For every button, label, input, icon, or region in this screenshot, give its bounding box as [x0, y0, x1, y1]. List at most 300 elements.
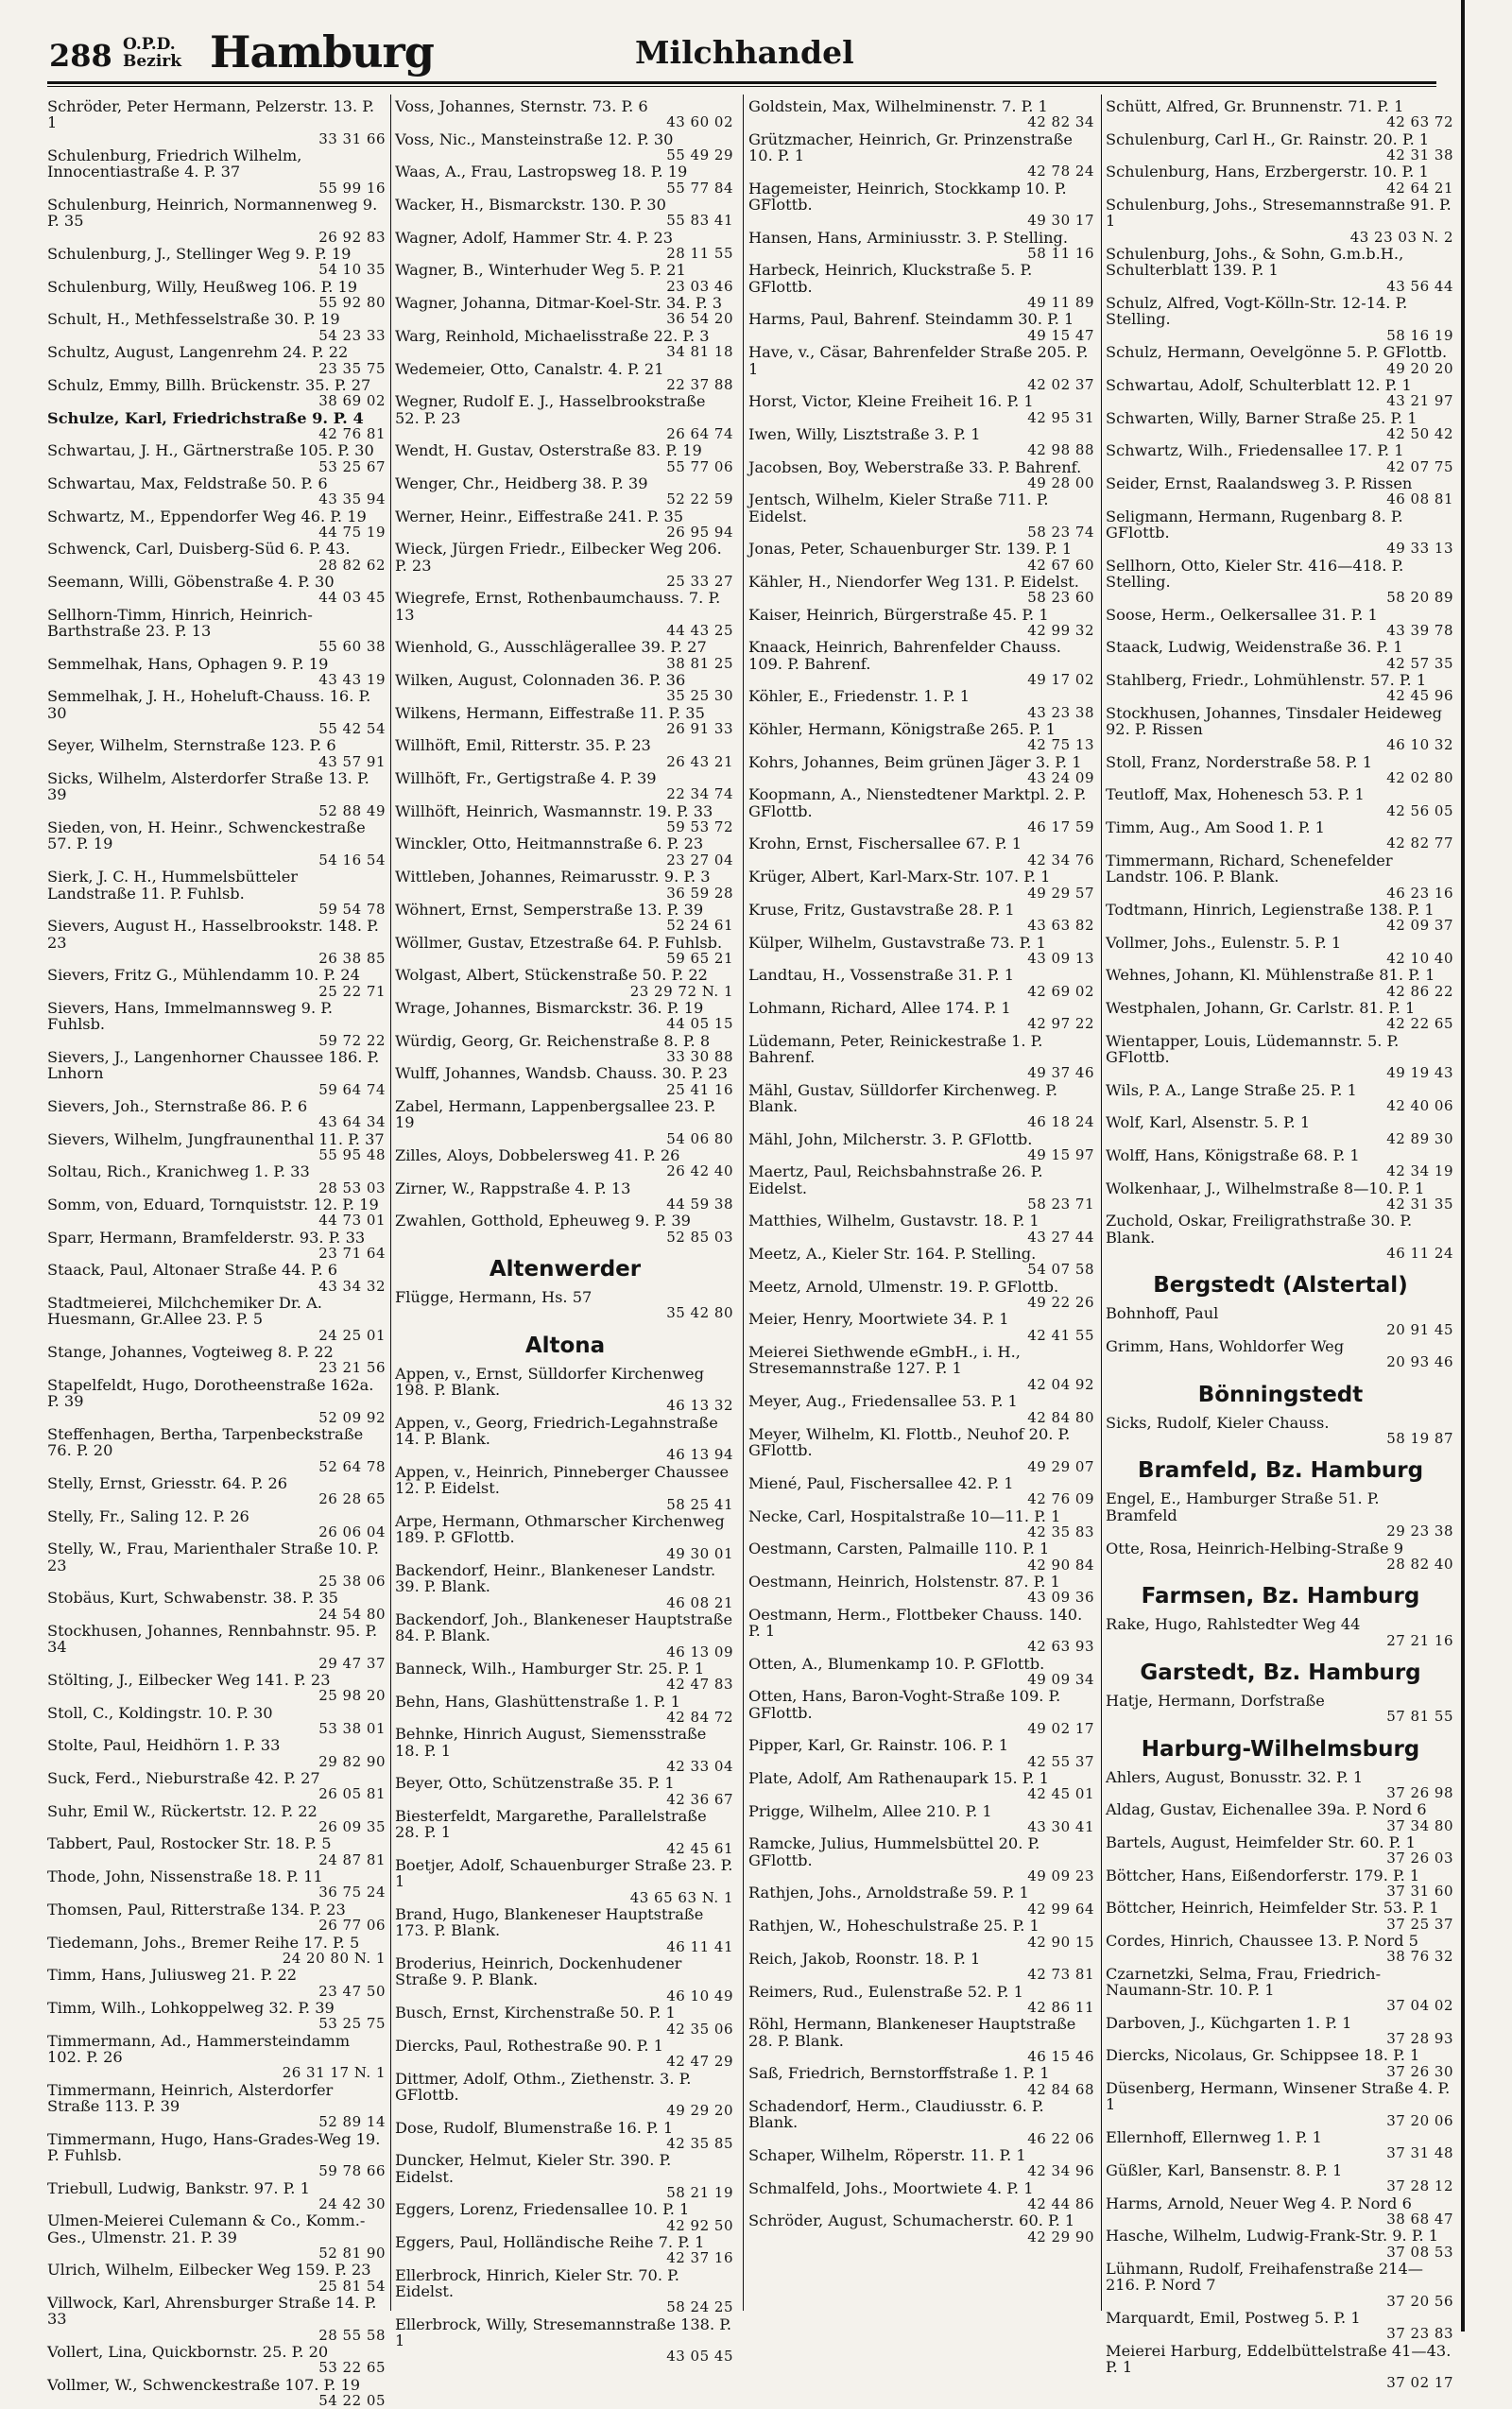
listing-entry — [47, 1705, 387, 1738]
entry-name-address: Sievers, Hans, Immelmannsweg 9. P. Fuhlsb. — [47, 998, 333, 1034]
entry-name-address: Arpe, Hermann, Othmarscher Kirchenweg 189. P. GFlottb. — [395, 1511, 725, 1547]
entry-name-address: Röhl, Hermann, Blankeneser Hauptstraße 28. P. Blank. — [748, 2015, 1076, 2050]
entry-phone-number: 43 24 09 — [1027, 769, 1094, 787]
entry-phone-number: 55 49 29 — [666, 146, 733, 164]
entry-name-address: Willhöft, Emil, Ritterstr. 35. P. 23 — [395, 736, 651, 755]
entry-phone-number: 52 09 92 — [318, 1408, 386, 1426]
entry-phone-number: 37 23 83 — [1386, 2325, 1453, 2343]
entry-name-address: Wagner, Johanna, Ditmar-Koel-Str. 34. P. 3 — [395, 294, 723, 313]
listing-entry — [47, 1295, 387, 1344]
locality-heading: Bergstedt (Alstertal) — [1153, 1273, 1408, 1299]
entry-phone-number: 23 03 46 — [666, 277, 733, 295]
listing-entry — [1106, 852, 1455, 902]
entry-name-address: Saß, Friedrich, Bernstorffstraße 1. P. 1 — [748, 2064, 1050, 2083]
entry-phone-number: 59 54 78 — [318, 900, 386, 918]
listing-entry — [748, 1000, 1096, 1033]
entry-name-address: Ahlers, August, Bonusstr. 32. P. 1 — [1106, 1767, 1364, 1786]
listing-entry — [395, 1775, 735, 1808]
entry-name-address: Schulz, Hermann, Oevelgönne 5. P. GFlottb. — [1106, 343, 1448, 362]
entry-name-address: Wulff, Johannes, Wandsb. Chauss. 30. P. 23 — [395, 1064, 728, 1083]
locality-heading: Harburg-Wilhelmsburg — [1141, 1736, 1420, 1762]
listing-entry — [395, 1065, 735, 1098]
listing-entry — [748, 1884, 1096, 1918]
listing-entry — [47, 1196, 387, 1230]
listing-entry — [748, 1475, 1096, 1508]
entry-name-address: Banneck, Wilh., Hamburger Str. 25. P. 1 — [395, 1659, 705, 1678]
listing-entry — [395, 541, 735, 590]
entry-phone-number: 42 07 75 — [1386, 457, 1453, 475]
entry-phone-number: 49 15 47 — [1027, 326, 1094, 344]
entry-name-address: Ellerbrock, Hinrich, Kieler Str. 70. P. Eidelst. — [395, 2265, 679, 2300]
entry-phone-number: 53 25 75 — [318, 2015, 386, 2033]
listing-entry — [1106, 819, 1455, 852]
listing-entry — [395, 2234, 735, 2267]
listing-entry — [395, 475, 735, 508]
entry-name-address: Todtmann, Hinrich, Legienstraße 138. P. 1 — [1106, 900, 1435, 919]
listing-entry — [1106, 344, 1455, 377]
listing-entry — [1106, 639, 1455, 672]
listing-entry — [748, 1033, 1096, 1082]
entry-name-address: Pipper, Karl, Gr. Rainstr. 106. P. 1 — [748, 1736, 1009, 1755]
locality-heading: Altenwerder — [489, 1257, 642, 1282]
listing-entry — [1106, 1540, 1455, 1574]
entry-name-address: Köhler, Hermann, Königstraße 265. P. 1 — [748, 720, 1056, 739]
entry-name-address: Schulenburg, Johs., Stresemannstraße 91. P. 1 — [1106, 196, 1452, 231]
entry-name-address: Meetz, A., Kieler Str. 164. P. Stelling. — [748, 1245, 1037, 1264]
entry-phone-number: 43 34 32 — [318, 1277, 386, 1295]
entry-name-address: Mähl, John, Milcherstr. 3. P. GFlottb. — [748, 1129, 1033, 1148]
entry-phone-number: 37 20 56 — [1386, 2292, 1453, 2310]
listing-entry — [395, 705, 735, 738]
entry-name-address: Stockhusen, Johannes, Rennbahnstr. 95. P. 34 — [47, 1621, 378, 1657]
listing-entry — [748, 1426, 1096, 1475]
column-divider — [743, 95, 744, 2311]
listing-entry — [395, 590, 735, 639]
listing-entry — [748, 1607, 1096, 1656]
entry-name-address: Plate, Adolf, Am Rathenaupark 15. P. 1 — [748, 1769, 1049, 1788]
listing-entry — [1106, 131, 1455, 164]
entry-phone-number: 42 69 02 — [1027, 982, 1094, 1000]
entry-phone-number: 55 60 38 — [318, 638, 386, 656]
entry-phone-number: 46 08 21 — [666, 1593, 733, 1611]
opd-line-1: O.P.D. — [123, 35, 176, 54]
entry-phone-number: 46 08 81 — [1386, 490, 1453, 508]
listing-entry — [1106, 558, 1455, 607]
listing-entry — [395, 2316, 735, 2366]
listing-entry — [1106, 967, 1455, 1000]
listing-entry — [395, 639, 735, 672]
entry-phone-number: 26 43 21 — [666, 752, 733, 770]
listing-entry — [1106, 163, 1455, 197]
entry-phone-number: 55 92 80 — [318, 294, 386, 312]
entry-phone-number: 58 23 74 — [1027, 523, 1094, 541]
listing-entry — [748, 2212, 1096, 2246]
entry-name-address: Stange, Johannes, Vogteiweg 8. P. 22 — [47, 1343, 334, 1362]
entry-name-address: Sellhorn-Timm, Hinrich, Heinrich-Barthstraße 23. P. 13 — [47, 605, 313, 640]
listing-entry — [748, 98, 1096, 131]
entry-phone-number: 25 81 54 — [318, 2277, 386, 2295]
entry-phone-number: 37 26 30 — [1386, 2062, 1453, 2080]
entry-name-address: Wittleben, Johannes, Reimarusstr. 9. P. 3 — [395, 868, 711, 886]
entry-phone-number: 43 05 45 — [666, 2348, 733, 2366]
entry-name-address: Ellerbrock, Willy, Stresemannstraße 138. P. 1 — [395, 2314, 732, 2350]
entry-phone-number: 42 84 80 — [1027, 1408, 1094, 1426]
listing-entry — [1106, 786, 1455, 819]
entry-phone-number: 42 45 61 — [666, 1839, 733, 1857]
listing-entry — [47, 2377, 387, 2409]
entry-name-address: Wieck, Jürgen Friedr., Eilbecker Weg 206. P. 23 — [395, 540, 722, 575]
entry-name-address: Wolkenhaar, J., Wilhelmstraße 8—10. P. 1 — [1106, 1179, 1425, 1197]
entry-phone-number: 42 64 21 — [1386, 179, 1453, 197]
entry-phone-number: 38 81 25 — [666, 654, 733, 672]
entry-phone-number: 52 24 61 — [666, 917, 733, 935]
entry-phone-number: 49 30 01 — [666, 1544, 733, 1562]
listing-entry — [748, 1770, 1096, 1803]
entry-name-address: Goldstein, Max, Wilhelminenstr. 7. P. 1 — [748, 97, 1048, 115]
entry-phone-number: 42 67 60 — [1027, 556, 1094, 574]
entry-phone-number: 26 28 65 — [318, 1490, 386, 1508]
entry-phone-number: 53 38 01 — [318, 1720, 386, 1738]
entry-phone-number: 42 90 15 — [1027, 1933, 1094, 1951]
listing-entry — [1106, 1616, 1455, 1649]
listing-entry — [1106, 1490, 1455, 1540]
entry-name-address: Czarnetzki, Selma, Frau, Friedrich-Naumann-Str. 10. P. 1 — [1106, 1964, 1382, 2000]
entry-name-address: Wientapper, Louis, Lüdemannstr. 5. P. GFlottb. — [1106, 1031, 1400, 1066]
entry-name-address: Eggers, Lorenz, Friedensallee 10. P. 1 — [395, 2200, 690, 2219]
entry-phone-number: 55 95 48 — [318, 1146, 386, 1163]
entry-phone-number: 43 39 78 — [1386, 622, 1453, 639]
entry-phone-number: 46 10 49 — [666, 1987, 733, 2005]
entry-name-address: Appen, v., Heinrich, Pinneberger Chaussee 12. P. Eidelst. — [395, 1462, 730, 1498]
listing-entry — [47, 508, 387, 542]
entry-phone-number: 37 31 60 — [1386, 1882, 1453, 1900]
entry-name-address: Wrage, Johannes, Bismarckstr. 36. P. 19 — [395, 998, 704, 1017]
listing-entry — [395, 2267, 735, 2316]
entry-name-address: Suck, Ferd., Nieburstraße 42. P. 27 — [47, 1769, 320, 1788]
entry-name-address: Seider, Ernst, Raalandsweg 3. P. Rissen — [1106, 473, 1413, 492]
listing-entry — [47, 279, 387, 312]
listing-entry — [47, 1508, 387, 1541]
entry-phone-number: 37 08 53 — [1386, 2243, 1453, 2261]
entry-name-address: Schwartau, Max, Feldstraße 50. P. 6 — [47, 473, 328, 492]
entry-name-address: Zabel, Hermann, Lappenbergsallee 23. P. 19 — [395, 1096, 716, 1132]
entry-phone-number: 42 92 50 — [666, 2216, 733, 2234]
entry-name-address: Schulenburg, J., Stellinger Weg 9. P. 19 — [47, 245, 352, 264]
entry-phone-number: 25 22 71 — [318, 982, 386, 1000]
entry-name-address: Sierk, J. C. H., Hummelsbütteler Landstraße 11. P. Fuhlsb. — [47, 868, 299, 903]
entry-phone-number: 42 35 06 — [666, 2020, 733, 2038]
entry-phone-number: 25 33 27 — [666, 572, 733, 590]
entry-phone-number: 42 86 22 — [1386, 982, 1453, 1000]
entry-phone-number: 28 53 03 — [318, 1179, 386, 1196]
listing-entry — [748, 1574, 1096, 1607]
entry-name-address: Backendorf, Joh., Blankeneser Hauptstraße 84. P. Blank. — [395, 1609, 733, 1645]
listing-entry — [47, 197, 387, 246]
listing-entry — [47, 1803, 387, 1836]
entry-name-address: Warg, Reinhold, Michaelisstraße 22. P. 3 — [395, 326, 710, 345]
listing-entry — [47, 607, 387, 656]
listing-entry — [47, 2082, 387, 2131]
entry-phone-number: 44 75 19 — [318, 523, 386, 541]
entry-phone-number: 43 65 63 N. 1 — [629, 1888, 733, 1906]
listing-entry — [748, 2098, 1096, 2147]
listing-entry — [395, 1955, 735, 2005]
listing-entry — [47, 1935, 387, 1968]
entry-name-address: Kruse, Fritz, Gustavstraße 28. P. 1 — [748, 900, 1015, 919]
entry-phone-number: 59 65 21 — [666, 949, 733, 967]
entry-phone-number: 26 92 83 — [318, 228, 386, 246]
entry-phone-number: 26 09 35 — [318, 1818, 386, 1836]
listing-entry — [395, 803, 735, 836]
listing-entry — [1106, 1769, 1455, 1802]
listing-entry — [395, 1726, 735, 1775]
listing-entry — [47, 2212, 387, 2262]
entry-phone-number: 49 09 34 — [1027, 1671, 1094, 1688]
entry-phone-number: 46 13 32 — [666, 1397, 733, 1415]
entry-phone-number: 52 89 14 — [318, 2113, 386, 2131]
entry-name-address: Schwartau, Adolf, Schulterblatt 12. P. 1 — [1106, 375, 1412, 394]
entry-phone-number: 49 29 57 — [1027, 884, 1094, 902]
entry-name-address: Külper, Wilhelm, Gustavstraße 73. P. 1 — [748, 933, 1046, 952]
listing-entry — [748, 262, 1096, 311]
listing-entry — [1106, 1415, 1455, 1448]
listing-entry — [47, 1737, 387, 1770]
listing-entry — [748, 639, 1096, 688]
entry-phone-number: 28 55 58 — [318, 2326, 386, 2344]
listing-entry — [395, 442, 735, 475]
header-rule — [47, 81, 1436, 87]
entry-phone-number: 24 87 81 — [318, 1850, 386, 1868]
listing-entry — [748, 1803, 1096, 1836]
listing-entry — [395, 262, 735, 295]
listing-entry — [395, 361, 735, 394]
entry-name-address: Stapelfeldt, Hugo, Dorotheenstraße 162a. P. 39 — [47, 1375, 374, 1411]
entry-phone-number: 37 25 37 — [1386, 1915, 1453, 1933]
listing-column-3 — [748, 98, 1096, 2310]
entry-phone-number: 42 04 92 — [1027, 1375, 1094, 1393]
entry-phone-number: 42 10 40 — [1386, 949, 1453, 967]
entry-phone-number: 28 82 62 — [318, 556, 386, 574]
listing-entry — [748, 1082, 1096, 1131]
entry-name-address: Darboven, J., Küchgarten 1. P. 1 — [1106, 2013, 1352, 2032]
listing-entry — [1106, 1180, 1455, 1213]
entry-phone-number: 53 22 65 — [318, 2359, 386, 2377]
entry-phone-number: 36 59 28 — [666, 884, 733, 902]
entry-phone-number: 42 34 96 — [1027, 2162, 1094, 2180]
entry-name-address: Schadendorf, Herm., Claudiusstr. 6. P. Blank. — [748, 2096, 1044, 2132]
listing-entry — [1106, 246, 1455, 295]
entry-phone-number: 26 95 94 — [666, 523, 733, 541]
listing-entry — [47, 377, 387, 410]
listing-entry — [1106, 1966, 1455, 2015]
entry-name-address: Jentsch, Wilhelm, Kieler Straße 711. P. Eidelst. — [748, 490, 1049, 525]
entry-name-address: Willhöft, Heinrich, Wasmannstr. 19. P. 33 — [395, 801, 713, 820]
entry-phone-number: 43 27 44 — [1027, 1228, 1094, 1246]
entry-phone-number: 42 75 13 — [1027, 736, 1094, 754]
entry-phone-number: 25 38 06 — [318, 1572, 386, 1590]
listing-entry — [1106, 1082, 1455, 1115]
entry-name-address: Stadtmeierei, Milchchemiker Dr. A. Huesmann, Gr.Allee 23. P. 5 — [47, 1294, 322, 1329]
entry-phone-number: 42 95 31 — [1027, 408, 1094, 426]
listing-entry — [748, 1131, 1096, 1164]
listing-entry — [748, 426, 1096, 459]
entry-name-address: Voss, Nic., Mansteinstraße 12. P. 30 — [395, 129, 674, 148]
listing-entry — [395, 98, 735, 131]
listing-entry — [748, 1656, 1096, 1689]
entry-name-address: Soose, Herm., Oelkersallee 31. P. 1 — [1106, 605, 1378, 624]
entry-name-address: Sparr, Hermann, Bramfelderstr. 93. P. 33 — [47, 1228, 366, 1247]
entry-phone-number: 34 81 18 — [666, 343, 733, 361]
entry-phone-number: 22 37 88 — [666, 375, 733, 393]
listing-entry — [47, 2000, 387, 2033]
listing-entry — [1106, 1213, 1455, 1262]
entry-phone-number: 43 43 19 — [318, 671, 386, 689]
entry-phone-number: 42 82 77 — [1386, 835, 1453, 852]
entry-name-address: Rathjen, Johs., Arnoldstraße 59. P. 1 — [748, 1884, 1029, 1902]
listing-entry — [395, 1808, 735, 1857]
entry-name-address: Harbeck, Heinrich, Kluckstraße 5. P. GFlottb. — [748, 261, 1033, 296]
entry-phone-number: 27 21 16 — [1386, 1631, 1453, 1649]
entry-phone-number: 43 30 41 — [1027, 1818, 1094, 1836]
entry-name-address: Wagner, B., Winterhuder Weg 5. P. 21 — [395, 261, 686, 280]
listing-entry — [395, 328, 735, 361]
entry-name-address: Willhöft, Fr., Gertigstraße 4. P. 39 — [395, 769, 657, 788]
entry-phone-number: 26 77 06 — [318, 1917, 386, 1935]
entry-phone-number: 42 41 55 — [1027, 1326, 1094, 1344]
entry-name-address: Eggers, Paul, Holländische Reihe 7. P. 1 — [395, 2232, 705, 2251]
entry-name-address: Schwartau, J. H., Gärtnerstraße 105. P. 30 — [47, 441, 374, 460]
listing-entry — [47, 1540, 387, 1590]
listing-entry — [1106, 2047, 1455, 2080]
listing-entry — [748, 1508, 1096, 1541]
listing-entry — [395, 2005, 735, 2038]
entry-name-address: Somm, von, Eduard, Tornquiststr. 12. P. 19 — [47, 1196, 379, 1214]
entry-phone-number: 26 64 74 — [666, 424, 733, 442]
listing-entry — [748, 574, 1096, 607]
entry-phone-number: 58 25 41 — [666, 1495, 733, 1513]
entry-name-address: Suhr, Emil W., Rückertstr. 12. P. 22 — [47, 1801, 318, 1820]
listing-entry — [47, 869, 387, 918]
entry-phone-number: 43 21 97 — [1386, 392, 1453, 410]
entry-phone-number: 49 28 00 — [1027, 473, 1094, 491]
listing-entry — [47, 1344, 387, 1377]
entry-name-address: Behn, Hans, Glashüttenstraße 1. P. 1 — [395, 1692, 680, 1711]
entry-phone-number: 55 77 06 — [666, 457, 733, 475]
entry-name-address: Böttcher, Hans, Eißendorferstr. 179. P. 1 — [1106, 1866, 1420, 1884]
entry-name-address: Timm, Aug., Am Sood 1. P. 1 — [1106, 818, 1325, 837]
listing-entry — [1106, 98, 1455, 131]
entry-name-address: Sicks, Wilhelm, Alsterdorfer Straße 13. P. 39 — [47, 769, 369, 804]
entry-phone-number: 46 11 24 — [1386, 1245, 1453, 1263]
listing-entry — [47, 1835, 387, 1868]
entry-phone-number: 29 82 90 — [318, 1752, 386, 1770]
listing-entry — [47, 1230, 387, 1263]
listing-entry — [1106, 1867, 1455, 1901]
entry-phone-number: 23 29 72 N. 1 — [629, 982, 733, 1000]
entry-name-address: Wacker, H., Bismarckstr. 130. P. 30 — [395, 196, 666, 215]
listing-entry — [395, 1033, 735, 1066]
entry-name-address: Soltau, Rich., Kranichweg 1. P. 33 — [47, 1162, 310, 1181]
listing-entry — [47, 1377, 387, 1426]
entry-phone-number: 52 88 49 — [318, 801, 386, 819]
entry-name-address: Schulenburg, Friedrich Wilhelm, Innocentiastraße 4. P. 37 — [47, 146, 302, 181]
entry-phone-number: 58 20 89 — [1386, 589, 1453, 607]
entry-name-address: Sievers, Joh., Sternstraße 86. P. 6 — [47, 1096, 308, 1115]
entry-phone-number: 46 15 46 — [1027, 2047, 1094, 2065]
entry-phone-number: 42 99 64 — [1027, 1900, 1094, 1918]
listing-entry — [748, 1246, 1096, 1279]
listing-entry — [47, 819, 387, 869]
entry-phone-number: 49 15 97 — [1027, 1146, 1094, 1163]
entry-phone-number: 55 99 16 — [318, 179, 386, 197]
listing-entry — [395, 869, 735, 902]
entry-name-address: Brand, Hugo, Blankeneser Hauptstraße 173. P. Blank. — [395, 1905, 704, 1940]
listing-entry — [47, 2131, 387, 2180]
listing-entry — [395, 967, 735, 1000]
listing-entry — [748, 2147, 1096, 2180]
entry-name-address: Engel, E., Hamburger Straße 51. P. Bramfeld — [1106, 1489, 1380, 1524]
entry-name-address: Stölting, J., Eilbecker Weg 141. P. 23 — [47, 1671, 331, 1689]
entry-phone-number: 42 63 93 — [1027, 1638, 1094, 1656]
listing-entry — [395, 1180, 735, 1213]
entry-phone-number: 42 36 67 — [666, 1790, 733, 1808]
entry-name-address: Lühmann, Rudolf, Freihafenstraße 214—216. P. Nord 7 — [1106, 2259, 1423, 2295]
entry-name-address: Seligmann, Hermann, Rugenbarg 8. P. GFlottb. — [1106, 507, 1403, 542]
listing-entry — [47, 967, 387, 1000]
entry-phone-number: 42 86 11 — [1027, 1998, 1094, 2016]
entry-phone-number: 38 68 47 — [1386, 2210, 1453, 2228]
entry-name-address: Steffenhagen, Bertha, Tarpenbeckstraße 76. P. 20 — [47, 1424, 364, 1460]
page-edge — [1461, 0, 1465, 2332]
listing-entry — [47, 442, 387, 475]
listing-entry — [47, 1475, 387, 1508]
entry-phone-number: 24 25 01 — [318, 1326, 386, 1344]
entry-name-address: Winckler, Otto, Heitmannstraße 6. P. 23 — [395, 835, 704, 853]
entry-phone-number: 35 25 30 — [666, 687, 733, 705]
listing-entry — [395, 737, 735, 770]
entry-phone-number: 46 23 16 — [1386, 884, 1453, 902]
listing-entry — [395, 1366, 735, 1415]
entry-phone-number: 49 22 26 — [1027, 1294, 1094, 1312]
listing-column-4 — [1106, 97, 1455, 2392]
listing-entry — [1106, 1693, 1455, 1726]
entry-name-address: Triebull, Ludwig, Bankstr. 97. P. 1 — [47, 2178, 310, 2197]
locality-heading: Bönningstedt — [1197, 1382, 1364, 1407]
entry-phone-number: 58 19 87 — [1386, 1430, 1453, 1448]
entry-phone-number: 24 42 30 — [318, 2195, 386, 2212]
entry-name-address: Sicks, Rudolf, Kieler Chauss. — [1106, 1413, 1330, 1432]
entry-name-address: Villwock, Karl, Ahrensburger Straße 14. P. 33 — [47, 2294, 377, 2329]
entry-phone-number: 37 26 98 — [1386, 1783, 1453, 1801]
listing-entry — [395, 1857, 735, 1906]
entry-phone-number: 49 29 07 — [1027, 1457, 1094, 1475]
entry-name-address: Stelly, Fr., Saling 12. P. 26 — [47, 1506, 249, 1525]
listing-entry — [47, 1868, 387, 1901]
listing-entry — [395, 1611, 735, 1660]
entry-phone-number: 42 98 88 — [1027, 441, 1094, 459]
entry-phone-number: 36 54 20 — [666, 310, 733, 328]
entry-name-address: Ulmen-Meierei Culemann & Co., Komm.-Ges., Ulmenstr. 21. P. 39 — [47, 2211, 366, 2246]
entry-name-address: Busch, Ernst, Kirchenstraße 50. P. 1 — [395, 2004, 676, 2022]
entry-phone-number: 49 11 89 — [1027, 294, 1094, 312]
entry-phone-number: 54 23 33 — [318, 326, 386, 344]
listing-entry — [1106, 1900, 1455, 1933]
entry-phone-number: 57 81 55 — [1386, 1708, 1453, 1726]
listing-entry — [1106, 1000, 1455, 1033]
entry-name-address: Wolff, Hans, Königstraße 68. P. 1 — [1106, 1146, 1360, 1164]
entry-name-address: Meyer, Aug., Friedensallee 53. P. 1 — [748, 1392, 1018, 1411]
entry-phone-number: 46 13 94 — [666, 1446, 733, 1464]
